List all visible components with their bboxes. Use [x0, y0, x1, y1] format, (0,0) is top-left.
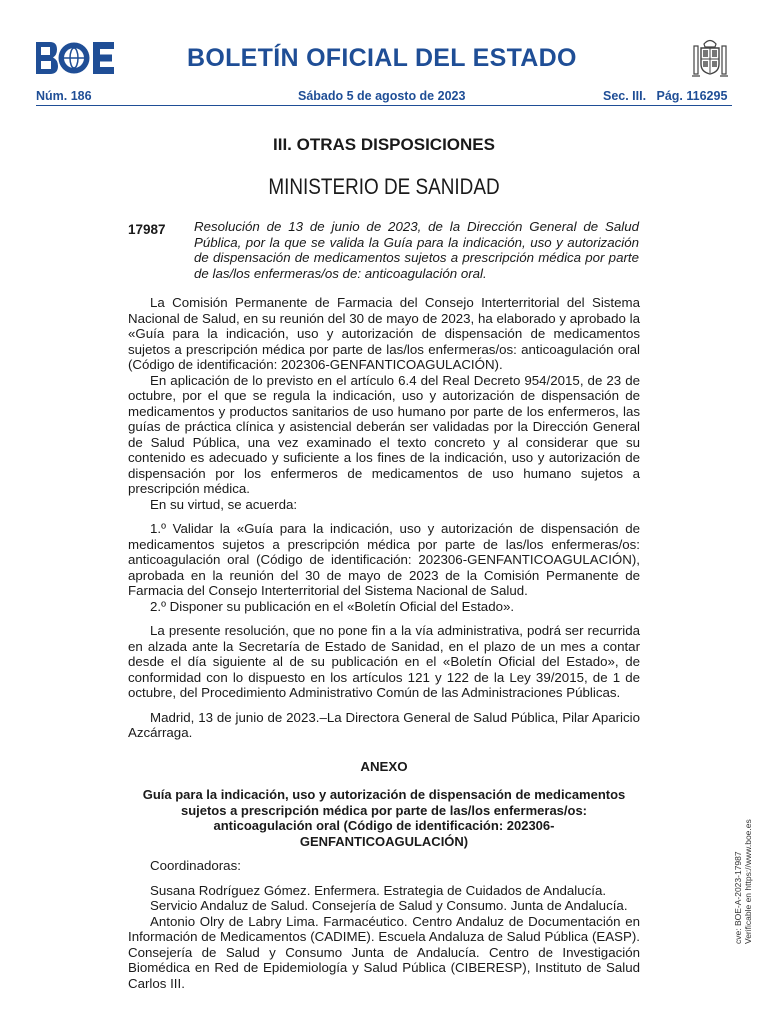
gazette-title: BOLETÍN OFICIAL DEL ESTADO: [187, 44, 577, 72]
issue-date: Sábado 5 de agosto de 2023: [298, 89, 466, 103]
agreement-item: 2.º Disponer su publicación en el «Boletín Oficial del Estado».: [150, 598, 515, 614]
coordinator-entry: Servicio Andaluz de Salud. Consejería de Salud y Consumo. Junta de Andalucía.: [150, 898, 628, 913]
annex-title: Guía para la indicación, uso y autorización de dispensación de medicamentos sujetos a prescripción médica por parte de las/los enfermeras/os: anticoagulación oral (Código de identificación: 202306-GENFANTICOAGULACIÓN): [142, 787, 626, 849]
document-body: [128, 295, 640, 991]
section-page: Sec. III. Pág. 116295: [603, 89, 728, 103]
cve-code: cve: BOE-A-2023-17987: [733, 851, 743, 944]
paragraph: En aplicación de lo previsto en el artículo 6.4 del Real Decreto 954/2015, de 23 de octubre, por el que se regula la indicación, uso y autorización de dispensación de medicamentos y productos sanitarios de uso humano por parte de los enfermeros, las guías de práctica clínica y asistencial deberán ser validadas por la Dirección General de Salud Pública, una vez examinado el texto concreto y al considerar que su contenido es adecuado y suficiente a los fines de la indicación, uso y autorización de dispensación por los enfermeros de medicamentos de uso humano sujetos a prescripción médica.: [128, 372, 640, 496]
signature-paragraph: Madrid, 13 de junio de 2023.–La Directora General de Salud Pública, Pilar Aparicio Azcárraga.: [128, 709, 640, 740]
reference-number: 17987: [128, 222, 166, 237]
agreement-item: 1.º Validar la «Guía para la indicación, uso y autorización de dispensación de medicamentos sujetos a prescripción médica por parte de las/los enfermeras/os: anticoagulación oral (Código de identificación: 202306-GENFANTICOAGULACIÓN), aprobada en la reunión del 30 de mayo de 2023 de la Comisión Permanente de Farmacia del Consejo Interterritorial del Sistema Nacional de Salud.: [128, 521, 640, 598]
coat-of-arms-icon: [690, 36, 730, 80]
paragraph: La presente resolución, que no pone fin a la vía administrativa, podrá ser recurrida en alzada ante la Secretaría de Estado de Sanidad, en el plazo de un mes a contar desde el día siguiente al de su publicación en el «Boletín Oficial del Estado», de conformidad con lo dispuesto en los artículos 121 y 122 de la Ley 39/2015, de 1 de octubre, del Procedimiento Administrativo Común de las Administraciones Públicas.: [128, 623, 640, 700]
verify-url[interactable]: Verificable en https://www.boe.es: [743, 819, 753, 944]
section-title: III. OTRAS DISPOSICIONES: [273, 135, 495, 154]
paragraph: En su virtud, se acuerda:: [150, 496, 298, 512]
boe-logo: [36, 42, 116, 74]
coordinator-entry: Susana Rodríguez Gómez. Enfermera. Estrategia de Cuidados de Andalucía.: [150, 882, 607, 898]
annex-heading: ANEXO: [360, 758, 408, 774]
verification-note: [733, 764, 753, 944]
issue-number: Núm. 186: [36, 89, 92, 103]
header-divider: [36, 105, 732, 106]
coordinator-entry: Antonio Olry de Labry Lima. Farmacéutico. Centro Andaluz de Documentación en Información de Medicamentos (CADIME). Escuela Andaluza de Salud Pública (EASP). Consejería de Salud y Consumo Junta de Andalucía. Centro de Investigación Biomédica en Red de Epidemiología y Salud Pública (CIBERESP), Instituto de Salud Carlos III.: [128, 913, 640, 991]
paragraph: La Comisión Permanente de Farmacia del Consejo Interterritorial del Sistema Nacional de Salud, en su reunión del 30 de mayo de 2023, ha elaborado y aprobado la «Guía para la indicación, uso y autorización de dispensación de medicamentos sujetos a prescripción médica por parte de las/los enfermeras/os: anticoagulación oral (Código de identificación: 202306-GENFANTICOAGULACIÓN).: [128, 295, 640, 372]
ministry-name: MINISTERIO DE SANIDAD: [268, 174, 500, 199]
resolution-summary: Resolución de 13 de junio de 2023, de la Dirección General de Salud Pública, por la que se valida la Guía para la indicación, uso y autorización de dispensación de medicamentos sujetos a prescripción médica por parte de las/los enfermeras/os de: anticoagulación oral.: [194, 219, 639, 281]
coordinators-label: Coordinadoras:: [150, 858, 241, 873]
